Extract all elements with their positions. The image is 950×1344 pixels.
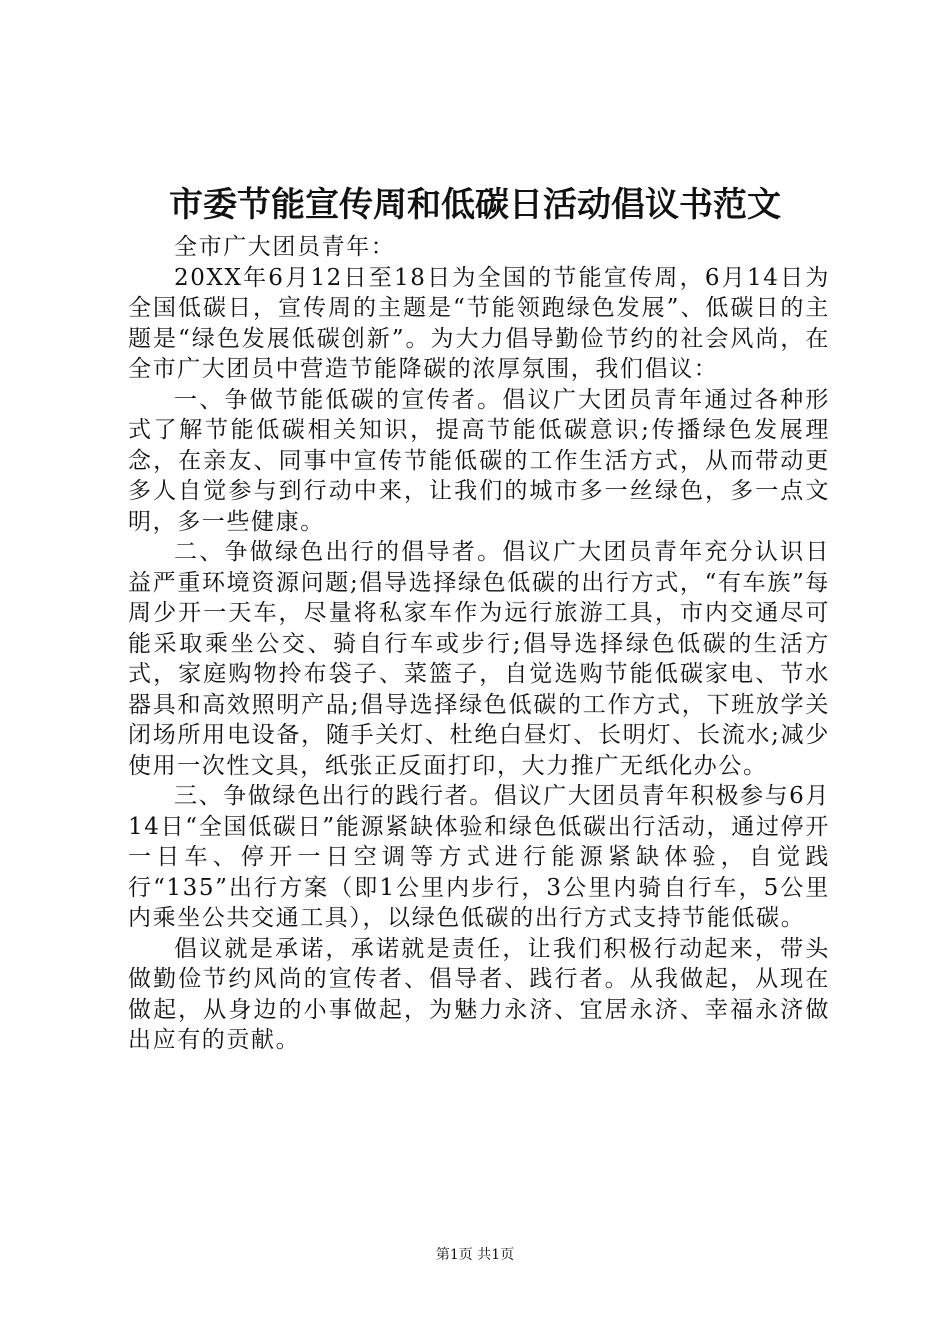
paragraph-point-one: 一、争做节能低碳的宣传者。倡议广大团员青年通过各种形式了解节能低碳相关知识，提高节能低碳意识;传播绿色发展理念，在亲友、同事中宣传节能低碳的工作生活方式，从而带动更多人自觉参与到行动中来，让我们的城市多一丝绿色，多一点文明，多一些健康。: [128, 386, 830, 535]
paragraph-point-two: 二、争做绿色出行的倡导者。倡议广大团员青年充分认识日益严重环境资源问题;倡导选择绿色低碳的出行方式，“有车族”每周少开一天车，尽量将私家车作为远行旅游工具，市内交通尽可能采取乘坐公交、骑自行车或步行;倡导选择绿色低碳的生活方式，家庭购物拎布袋子、菜篮子，自觉选购节能低碳家电、节水器具和高效照明产品;倡导选择绿色低碳的工作方式，下班放学关闭场所用电设备，随手关灯、杜绝白昼灯、长明灯、长流水;减少使用一次性文具，纸张正反面打印，大力推广无纸化办公。: [128, 539, 830, 779]
paragraph-intro: 20XX年6月12日至18日为全国的节能宣传周，6月14日为全国低碳日，宣传周的主题是“节能领跑绿色发展”、低碳日的主题是“绿色发展低碳创新”。为大力倡导勤俭节约的社会风尚，在全市广大团员中营造节能降碳的浓厚氛围，我们倡议：: [128, 264, 830, 382]
page-footer: 第1页 共1页: [435, 1247, 515, 1263]
paragraph-closing: 倡议就是承诺，承诺就是责任，让我们积极行动起来，带头做勤俭节约风尚的宣传者、倡导者、践行者。从我做起，从现在做起，从身边的小事做起，为魅力永济、宜居永济、幸福永济做出应有的贡献。: [128, 935, 830, 1053]
paragraph-point-three: 三、争做绿色出行的践行者。倡议广大团员青年积极参与6月14日“全国低碳日”能源紧缺体验和绿色低碳出行活动，通过停开一日车、停开一日空调等方式进行能源紧缺体验，自觉践行“135”出行方案（即1公里内步行，3公里内骑自行车，5公里内乘坐公共交通工具），以绿色低碳的出行方式支持节能低碳。: [128, 783, 830, 931]
salutation: 全市广大团员青年：: [174, 234, 396, 260]
document-title: 市委节能宣传周和低碳日活动倡议书范文: [169, 185, 781, 225]
document-body: [128, 232, 830, 1056]
